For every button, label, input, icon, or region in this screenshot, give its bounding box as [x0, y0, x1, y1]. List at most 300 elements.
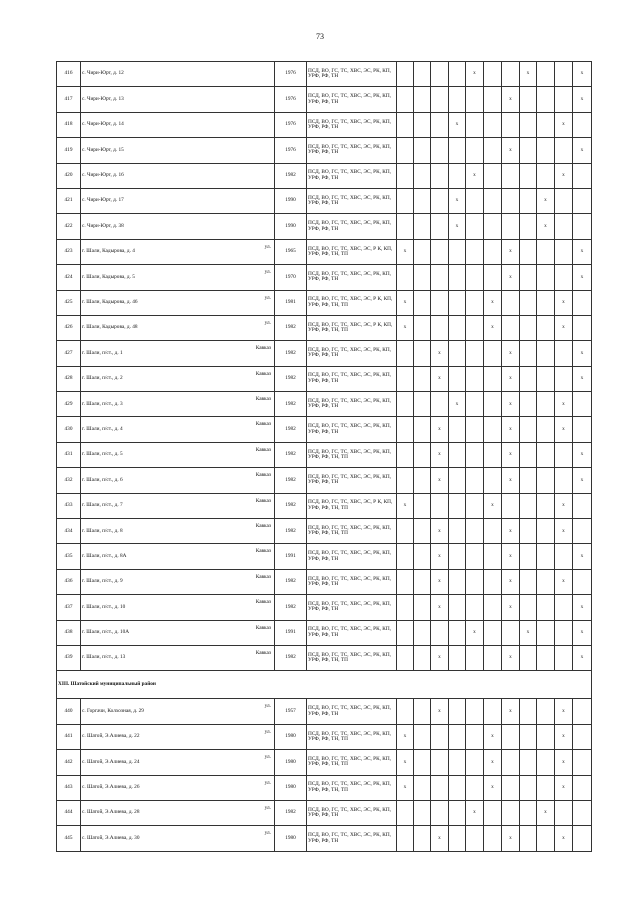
build-year: 1982	[275, 645, 307, 670]
table-row	[57, 417, 592, 442]
table-row	[57, 290, 592, 315]
build-year: 1982	[275, 392, 307, 417]
period-mark	[520, 341, 537, 366]
period-mark	[537, 750, 555, 775]
period-mark	[520, 569, 537, 594]
works-list: ПСД, ВО, ГС, ТС, ХВС, ЭС, РК, КП, УРФ, РФ, ТН	[307, 62, 397, 87]
period-mark	[397, 163, 414, 188]
rows-before-section	[57, 62, 592, 671]
period-mark	[520, 214, 537, 239]
row-number: 445	[57, 826, 81, 851]
period-mark	[555, 87, 573, 112]
period-mark	[573, 519, 592, 544]
period-mark	[555, 341, 573, 366]
period-mark: х	[502, 265, 520, 290]
period-mark	[466, 366, 484, 391]
period-mark	[484, 620, 502, 645]
address-cell	[81, 775, 275, 800]
period-mark	[414, 645, 431, 670]
period-mark	[520, 519, 537, 544]
period-mark	[466, 341, 484, 366]
period-mark: х	[502, 519, 520, 544]
period-mark	[431, 750, 449, 775]
period-mark	[484, 87, 502, 112]
address-text: с. Шатой, Э.Алиева, д. 28	[82, 809, 140, 816]
period-mark	[431, 62, 449, 87]
period-mark	[520, 138, 537, 163]
period-mark	[537, 290, 555, 315]
row-number: 437	[57, 595, 81, 620]
period-mark: х	[502, 569, 520, 594]
period-mark	[573, 775, 592, 800]
period-mark	[431, 775, 449, 800]
period-mark	[449, 493, 466, 518]
period-mark	[466, 519, 484, 544]
period-mark	[414, 519, 431, 544]
works-list: ПСД, ВО, ГС, ТС, ХВС, ЭС, РК, КП, УРФ, РФ, ТН	[307, 826, 397, 851]
period-mark	[537, 315, 555, 340]
table-row	[57, 645, 592, 670]
period-mark	[414, 468, 431, 493]
address-cell	[81, 315, 275, 340]
period-mark	[502, 775, 520, 800]
period-mark	[431, 163, 449, 188]
works-list: ПСД, ВО, ГС, ТС, ХВС, ЭС, РК, КП, УРФ, РФ, ТН	[307, 800, 397, 825]
period-mark: х	[573, 341, 592, 366]
street-type-label: Кавказ	[255, 370, 271, 377]
period-mark	[484, 544, 502, 569]
period-mark	[449, 724, 466, 749]
period-mark	[414, 442, 431, 467]
period-mark	[449, 138, 466, 163]
period-mark: х	[484, 290, 502, 315]
street-type-label: Кавказ	[255, 345, 271, 352]
period-mark	[520, 544, 537, 569]
works-list: ПСД, ВО, ГС, ТС, ХВС, ЭС, РК, КП, УРФ, РФ, ТН	[307, 214, 397, 239]
table-row	[57, 468, 592, 493]
works-list: ПСД, ВО, ГС, ТС, ХВС, ЭС, РК, КП, УРФ, РФ, ТН, ТП	[307, 750, 397, 775]
period-mark: х	[502, 366, 520, 391]
period-mark	[484, 595, 502, 620]
period-mark	[537, 595, 555, 620]
street-type-label: Кавказ	[255, 421, 271, 428]
period-mark	[466, 569, 484, 594]
period-mark: х	[555, 519, 573, 544]
period-mark	[414, 544, 431, 569]
table-row	[57, 163, 592, 188]
period-mark	[449, 544, 466, 569]
address-text: г. Шали, п/ст., д. 13	[82, 654, 126, 661]
period-mark	[449, 519, 466, 544]
period-mark	[449, 265, 466, 290]
build-year: 1980	[275, 724, 307, 749]
period-mark	[502, 620, 520, 645]
period-mark	[466, 138, 484, 163]
period-mark	[573, 188, 592, 213]
period-mark: х	[502, 699, 520, 724]
period-mark	[414, 595, 431, 620]
table-row	[57, 519, 592, 544]
period-mark: х	[573, 265, 592, 290]
period-mark: х	[431, 417, 449, 442]
address-text: г. Шали, п/ст., д. 10А	[82, 629, 130, 636]
period-mark	[555, 366, 573, 391]
period-mark: х	[449, 214, 466, 239]
period-mark	[449, 417, 466, 442]
table-row	[57, 826, 592, 851]
period-mark	[520, 750, 537, 775]
period-mark	[484, 138, 502, 163]
period-mark: х	[466, 620, 484, 645]
table-row	[57, 493, 592, 518]
table-row	[57, 800, 592, 825]
works-list: ПСД, ВО, ГС, ТС, ХВС, ЭС, РК, КП, УРФ, РФ, ТН, ТП	[307, 724, 397, 749]
period-mark	[573, 214, 592, 239]
row-number: 440	[57, 699, 81, 724]
period-mark	[573, 392, 592, 417]
build-year: 1970	[275, 265, 307, 290]
period-mark	[449, 645, 466, 670]
period-mark	[520, 188, 537, 213]
period-mark	[502, 163, 520, 188]
period-mark	[414, 493, 431, 518]
street-type-label: ул.	[264, 830, 271, 837]
period-mark: х	[573, 544, 592, 569]
row-number: 436	[57, 569, 81, 594]
period-mark: х	[397, 724, 414, 749]
address-text: г. Шали, п/ст., д. 7	[82, 502, 123, 509]
build-year: 1982	[275, 341, 307, 366]
period-mark	[573, 569, 592, 594]
period-mark: х	[484, 315, 502, 340]
period-mark	[449, 341, 466, 366]
address-text: с. Чири-Юрт, д. 38	[82, 222, 124, 229]
table-row	[57, 366, 592, 391]
period-mark	[414, 800, 431, 825]
period-mark: х	[431, 544, 449, 569]
period-mark	[397, 392, 414, 417]
table-row	[57, 112, 592, 137]
period-mark	[502, 493, 520, 518]
build-year: 1982	[275, 800, 307, 825]
period-mark	[537, 392, 555, 417]
period-mark: х	[397, 239, 414, 264]
table-row	[57, 239, 592, 264]
row-number: 418	[57, 112, 81, 137]
works-list: ПСД, ВО, ГС, ТС, ХВС, ЭС, РК, КП, УРФ, РФ, ТН	[307, 569, 397, 594]
period-mark	[414, 392, 431, 417]
row-number: 420	[57, 163, 81, 188]
build-year: 1957	[275, 699, 307, 724]
period-mark: х	[555, 569, 573, 594]
period-mark	[537, 62, 555, 87]
period-mark	[431, 265, 449, 290]
period-mark	[397, 468, 414, 493]
period-mark	[537, 341, 555, 366]
period-mark: х	[555, 417, 573, 442]
period-mark	[484, 826, 502, 851]
period-mark	[449, 800, 466, 825]
period-mark: х	[484, 750, 502, 775]
period-mark	[397, 214, 414, 239]
address-cell	[81, 569, 275, 594]
period-mark: х	[537, 800, 555, 825]
address-text: г. Шали, п/ст., д. 10	[82, 603, 126, 610]
street-type-label: Кавказ	[255, 523, 271, 530]
period-mark	[466, 392, 484, 417]
period-mark: х	[502, 239, 520, 264]
period-mark: х	[573, 620, 592, 645]
period-mark	[466, 265, 484, 290]
period-mark	[537, 163, 555, 188]
period-mark	[431, 112, 449, 137]
period-mark	[449, 468, 466, 493]
period-mark: х	[573, 645, 592, 670]
address-cell	[81, 544, 275, 569]
row-number: 444	[57, 800, 81, 825]
page-number: 73	[316, 32, 324, 41]
period-mark	[431, 239, 449, 264]
works-list: ПСД, ВО, ГС, ТС, ХВС, ЭС, РК, КП, УРФ, РФ, ТН	[307, 112, 397, 137]
address-cell	[81, 750, 275, 775]
period-mark: х	[502, 595, 520, 620]
street-type-label: ул.	[264, 269, 271, 276]
period-mark: х	[502, 392, 520, 417]
period-mark	[397, 87, 414, 112]
address-cell	[81, 163, 275, 188]
period-mark	[449, 620, 466, 645]
period-mark	[555, 800, 573, 825]
period-mark	[537, 493, 555, 518]
period-mark: х	[502, 417, 520, 442]
period-mark: х	[555, 290, 573, 315]
period-mark	[484, 239, 502, 264]
period-mark: х	[520, 62, 537, 87]
period-mark	[397, 366, 414, 391]
period-mark	[397, 620, 414, 645]
works-list: ПСД, ВО, ГС, ТС, ХВС, ЭС, РК, КП, УРФ, РФ, ТН	[307, 138, 397, 163]
period-mark	[502, 62, 520, 87]
address-cell	[81, 62, 275, 87]
period-mark: х	[573, 468, 592, 493]
period-mark	[520, 112, 537, 137]
period-mark: х	[431, 468, 449, 493]
address-text: с. Чири-Юрт, д. 13	[82, 95, 124, 102]
period-mark	[484, 699, 502, 724]
period-mark: х	[397, 290, 414, 315]
period-mark	[520, 699, 537, 724]
works-list: ПСД, ВО, ГС, ТС, ХВС, ЭС, РК, КП, УРФ, РФ, ТН, ТП	[307, 519, 397, 544]
address-text: г. Шали, п/ст., д. 5	[82, 451, 123, 458]
table-row	[57, 724, 592, 749]
period-mark	[573, 699, 592, 724]
build-year: 1982	[275, 366, 307, 391]
period-mark: х	[502, 826, 520, 851]
period-mark	[414, 188, 431, 213]
address-cell	[81, 138, 275, 163]
address-cell	[81, 724, 275, 749]
table-row	[57, 188, 592, 213]
period-mark: х	[555, 826, 573, 851]
table-row	[57, 442, 592, 467]
period-mark	[502, 750, 520, 775]
table-row	[57, 392, 592, 417]
street-type-label: ул.	[264, 728, 271, 735]
period-mark	[466, 112, 484, 137]
period-mark: х	[431, 699, 449, 724]
build-year: 1976	[275, 87, 307, 112]
period-mark: х	[449, 112, 466, 137]
address-text: с. Чири-Юрт, д. 16	[82, 172, 124, 179]
period-mark	[397, 800, 414, 825]
address-cell	[81, 800, 275, 825]
period-mark	[502, 800, 520, 825]
period-mark	[414, 569, 431, 594]
section-header	[57, 671, 592, 699]
address-text: г. Шали, п/ст., д. 1	[82, 349, 123, 356]
build-year: 1982	[275, 595, 307, 620]
period-mark	[466, 826, 484, 851]
period-mark	[537, 645, 555, 670]
period-mark	[537, 265, 555, 290]
works-list: ПСД, ВО, ГС, ТС, ХВС, ЭС, РК, КП, УРФ, РФ, ТН	[307, 468, 397, 493]
period-mark: х	[555, 493, 573, 518]
period-mark	[414, 699, 431, 724]
period-mark: х	[537, 214, 555, 239]
row-number: 425	[57, 290, 81, 315]
period-mark	[502, 290, 520, 315]
period-mark	[537, 699, 555, 724]
period-mark: х	[431, 366, 449, 391]
period-mark	[537, 87, 555, 112]
street-type-label: Кавказ	[255, 548, 271, 555]
period-mark	[520, 645, 537, 670]
period-mark	[414, 775, 431, 800]
table-row	[57, 595, 592, 620]
street-type-label: Кавказ	[255, 649, 271, 656]
period-mark	[484, 569, 502, 594]
street-type-label: Кавказ	[255, 624, 271, 631]
works-list: ПСД, ВО, ГС, ТС, ХВС, ЭС, Р К, КП, УРФ, РФ, ТН, ТП	[307, 290, 397, 315]
table-row	[57, 138, 592, 163]
period-mark	[484, 341, 502, 366]
period-mark: х	[573, 138, 592, 163]
works-list: ПСД, ВО, ГС, ТС, ХВС, ЭС, РК, КП, УРФ, РФ, ТН	[307, 544, 397, 569]
period-mark	[484, 214, 502, 239]
works-list: ПСД, ВО, ГС, ТС, ХВС, ЭС, Р К, КП, УРФ, РФ, ТН, ТП	[307, 315, 397, 340]
period-mark	[484, 163, 502, 188]
period-mark	[449, 239, 466, 264]
period-mark	[555, 620, 573, 645]
works-list: ПСД, ВО, ГС, ТС, ХВС, ЭС, РК, КП, УРФ, РФ, ТН	[307, 620, 397, 645]
period-mark	[555, 468, 573, 493]
period-mark	[484, 265, 502, 290]
address-cell	[81, 366, 275, 391]
period-mark	[414, 341, 431, 366]
period-mark: х	[502, 544, 520, 569]
period-mark: х	[520, 620, 537, 645]
table-row	[57, 544, 592, 569]
period-mark	[466, 239, 484, 264]
works-list: ПСД, ВО, ГС, ТС, ХВС, ЭС, РК, КП, УРФ, РФ, ТН	[307, 366, 397, 391]
row-number: 433	[57, 493, 81, 518]
period-mark	[431, 493, 449, 518]
address-cell	[81, 442, 275, 467]
period-mark: х	[502, 341, 520, 366]
row-number: 435	[57, 544, 81, 569]
period-mark	[466, 595, 484, 620]
period-mark: х	[397, 315, 414, 340]
period-mark	[414, 239, 431, 264]
period-mark: х	[431, 826, 449, 851]
works-list: ПСД, ВО, ГС, ТС, ХВС, ЭС, РК, КП, УРФ, РФ, ТН	[307, 392, 397, 417]
works-list: ПСД, ВО, ГС, ТС, ХВС, ЭС, РК, КП, УРФ, РФ, ТН	[307, 188, 397, 213]
period-mark	[555, 214, 573, 239]
period-mark: х	[502, 645, 520, 670]
row-number: 429	[57, 392, 81, 417]
address-text: г. Шали, п/ст., д. 2	[82, 375, 123, 382]
period-mark	[466, 468, 484, 493]
period-mark	[555, 645, 573, 670]
period-mark	[414, 214, 431, 239]
period-mark	[537, 519, 555, 544]
period-mark	[520, 468, 537, 493]
period-mark	[449, 826, 466, 851]
address-text: г. Шали, п/ст., д. 8А	[82, 552, 127, 559]
period-mark	[573, 112, 592, 137]
period-mark	[431, 290, 449, 315]
row-number: 442	[57, 750, 81, 775]
street-type-label: Кавказ	[255, 573, 271, 580]
period-mark	[555, 544, 573, 569]
address-text: с. Чири-Юрт, д. 14	[82, 121, 124, 128]
address-cell	[81, 265, 275, 290]
period-mark	[414, 163, 431, 188]
works-list: ПСД, ВО, ГС, ТС, ХВС, ЭС, Р К, КП, УРФ, РФ, ТН, ТП	[307, 493, 397, 518]
period-mark	[555, 138, 573, 163]
table-row	[57, 315, 592, 340]
street-type-label: Кавказ	[255, 446, 271, 453]
period-mark	[431, 138, 449, 163]
street-type-label: ул.	[264, 754, 271, 761]
address-cell	[81, 645, 275, 670]
build-year: 1990	[275, 188, 307, 213]
row-number: 426	[57, 315, 81, 340]
period-mark	[520, 87, 537, 112]
period-mark	[431, 724, 449, 749]
period-mark	[555, 265, 573, 290]
period-mark	[466, 493, 484, 518]
address-cell	[81, 239, 275, 264]
table-row	[57, 214, 592, 239]
works-list: ПСД, ВО, ГС, ТС, ХВС, ЭС, РК, КП, УРФ, РФ, ТН	[307, 265, 397, 290]
period-mark	[502, 315, 520, 340]
period-mark	[537, 468, 555, 493]
address-text: с. Горгачи, Колхозная, д. 29	[82, 707, 144, 714]
address-cell	[81, 214, 275, 239]
period-mark	[397, 699, 414, 724]
address-cell	[81, 188, 275, 213]
build-year: 1980	[275, 750, 307, 775]
build-year: 1981	[275, 290, 307, 315]
period-mark	[520, 290, 537, 315]
period-mark	[414, 826, 431, 851]
street-type-label: ул.	[264, 243, 271, 250]
works-list: ПСД, ВО, ГС, ТС, ХВС, ЭС, РК, КП, УРФ, РФ, ТН, ТП	[307, 645, 397, 670]
build-year: 1982	[275, 468, 307, 493]
address-cell	[81, 519, 275, 544]
period-mark: х	[484, 775, 502, 800]
